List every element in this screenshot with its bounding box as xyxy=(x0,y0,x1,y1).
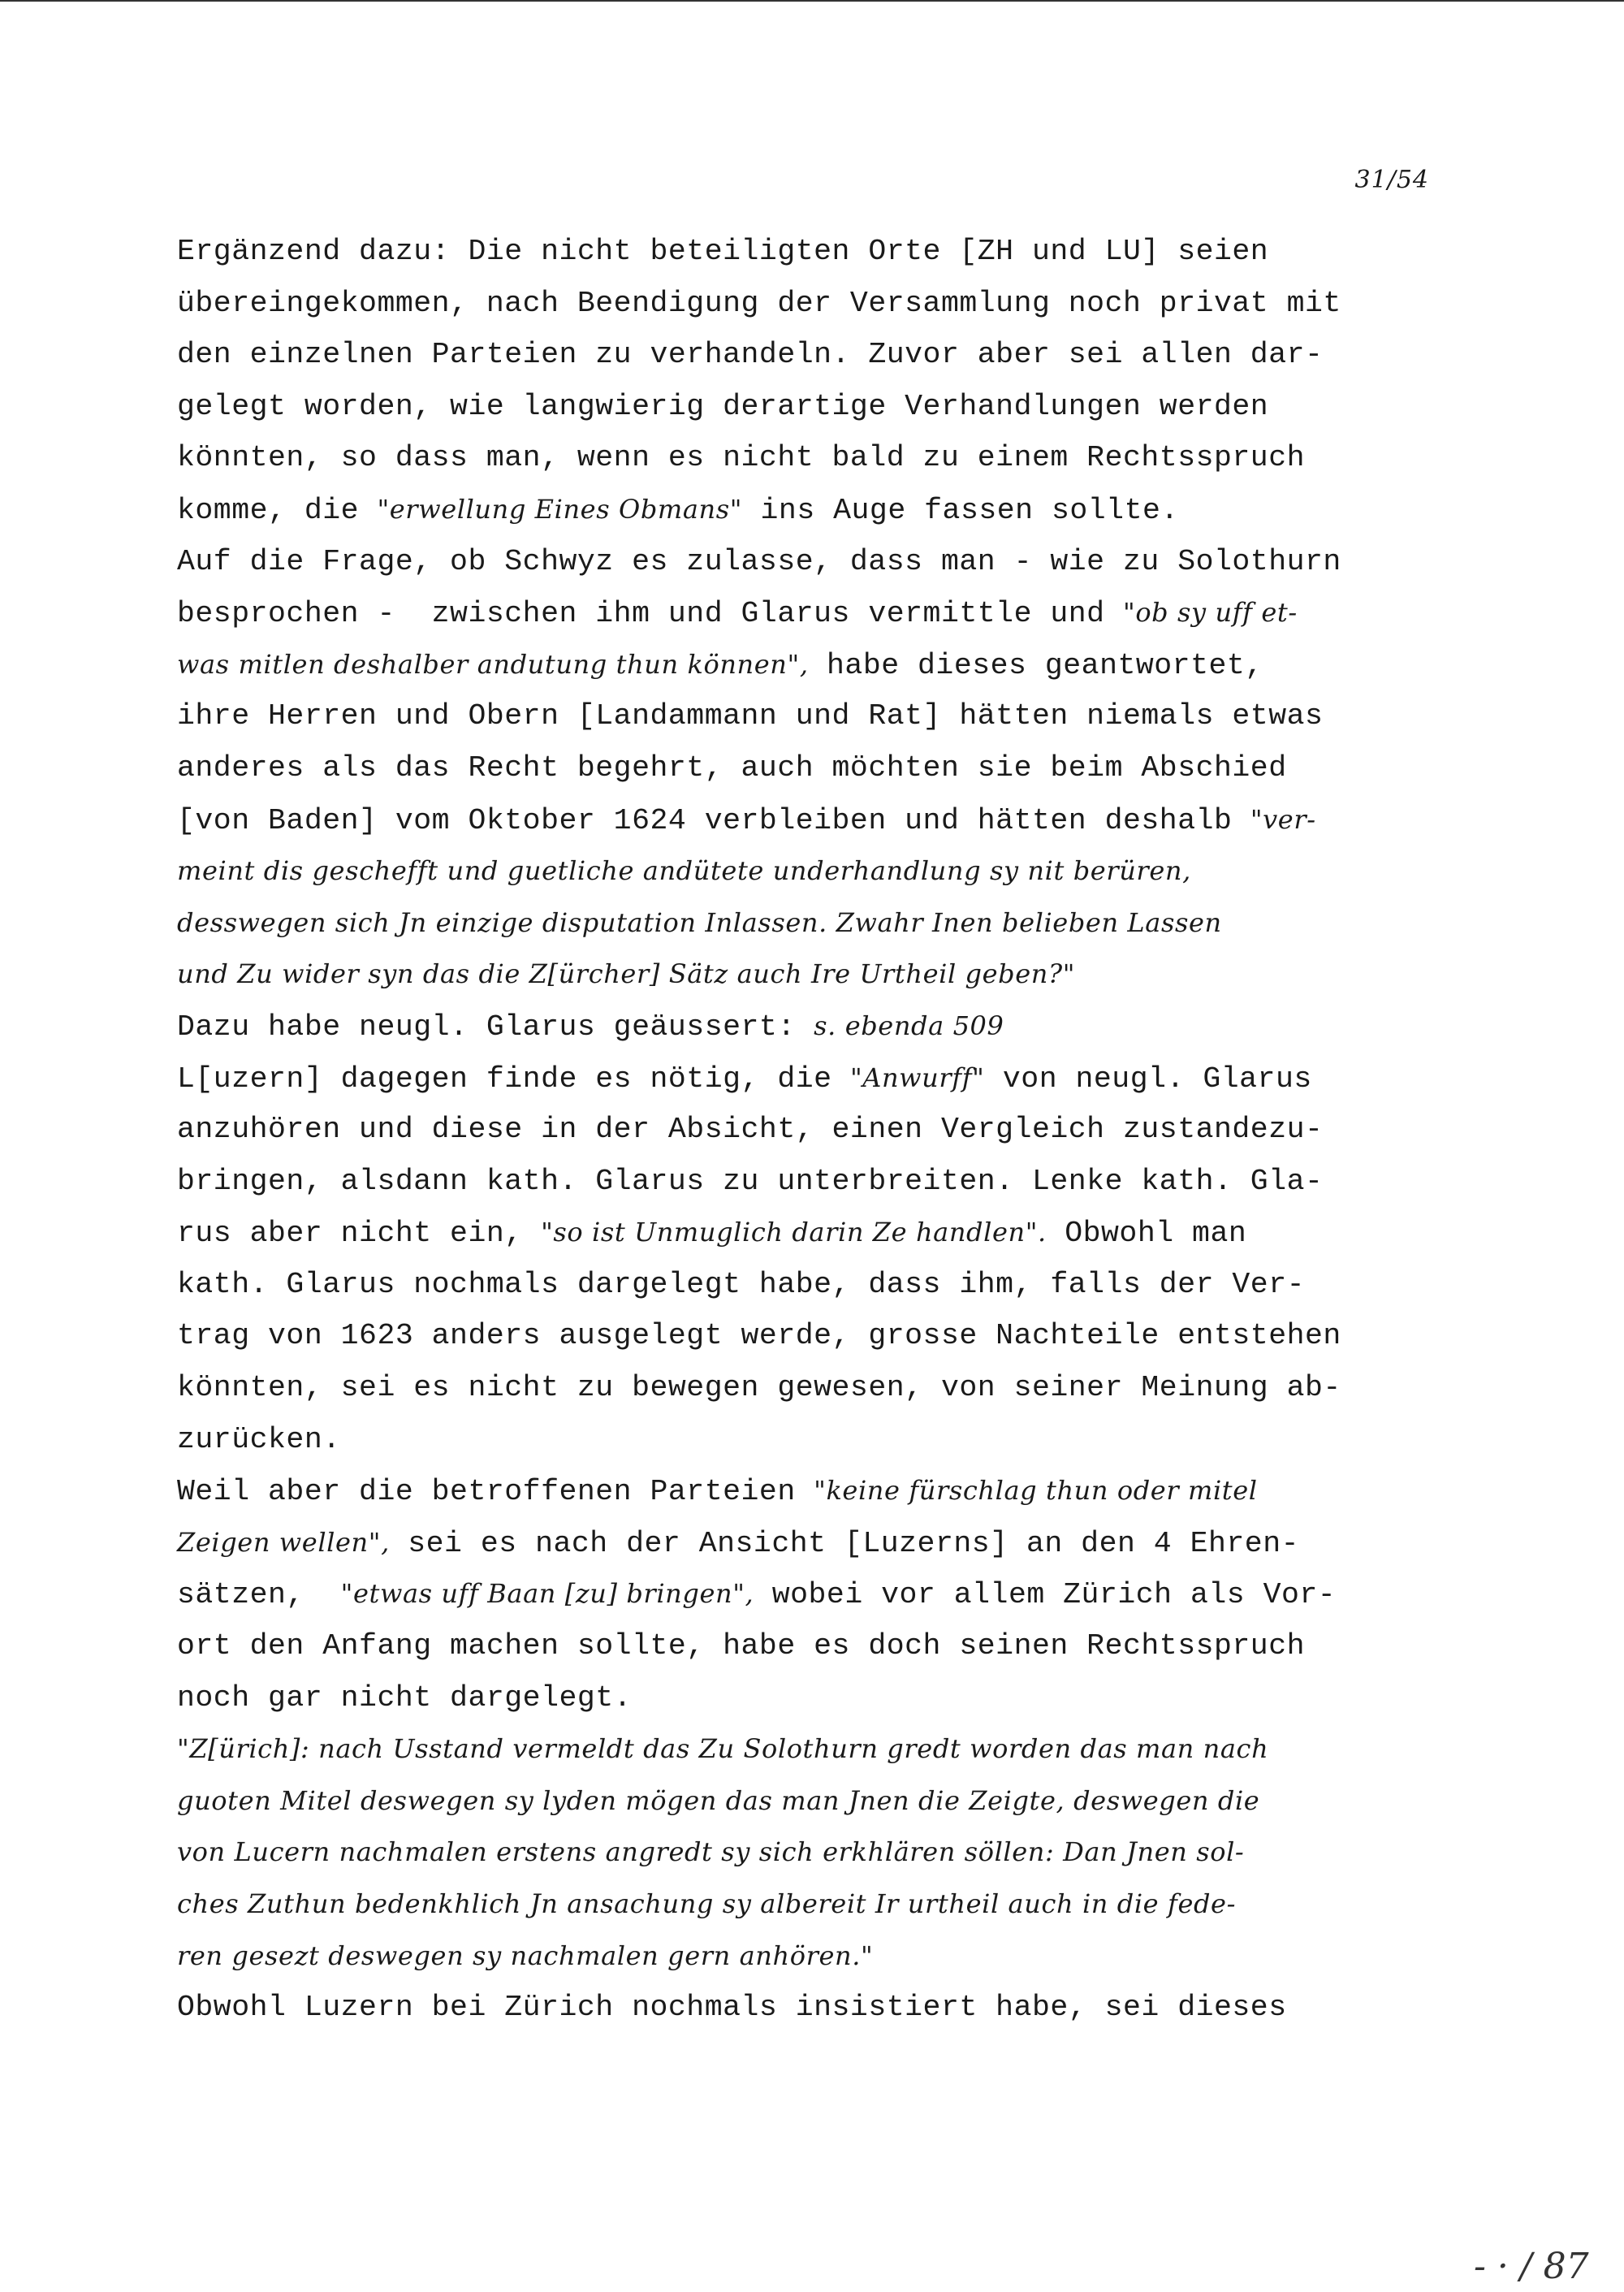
quote-line: "Z[ürich]: nach Usstand vermeldt das Zu Solothurn gredt worden das man nach xyxy=(177,1733,1269,1765)
text-line: L[uzern] dagegen finde es nötig, die "Anwurff" von neugl. Glarus xyxy=(177,1062,1312,1096)
archive-stamp: - · / 87 xyxy=(1474,2246,1589,2287)
text-line: Dazu habe neugl. Glarus geäussert: s. ebenda 509 xyxy=(177,1010,1004,1044)
reference: s. ebenda 509 xyxy=(814,1010,1004,1041)
archival-quote: "so ist Unmuglich darin Ze handlen". xyxy=(541,1217,1047,1248)
page-number: 31/54 xyxy=(1354,166,1429,194)
text-line: übereingekommen, nach Beendigung der Versammlung noch privat mit xyxy=(177,286,1341,320)
archival-quote: "etwas uff Baan [zu] bringen", xyxy=(340,1578,754,1610)
quote-line: desswegen sich Jn einzige disputation Inlassen. Zwahr Inen belieben Lassen xyxy=(177,906,1222,938)
text-line: was mitlen deshalber andutung thun können", habe dieses geantwortet, xyxy=(177,648,1263,682)
text-line: gelegt worden, wie langwierig derartige Verhandlungen werden xyxy=(177,389,1269,423)
quote-line: ren gesezt deswegen sy nachmalen gern anhören." xyxy=(177,1940,874,1971)
text-line: Weil aber die betroffenen Parteien "keine fürschlag thun oder mitel xyxy=(177,1475,1258,1509)
quote-line: von Lucern nachmalen erstens angredt sy sich erkhlären söllen: Dan Jnen sol- xyxy=(177,1836,1245,1868)
text-line: könnten, sei es nicht zu bewegen gewesen, von seiner Meinung ab- xyxy=(177,1371,1341,1405)
archival-quote: "erwellung Eines Obmans" xyxy=(377,493,743,525)
text-line: trag von 1623 anders ausgelegt werde, grosse Nachteile entstehen xyxy=(177,1319,1341,1353)
text-line: [von Baden] vom Oktober 1624 verbleiben und hätten deshalb "ver- xyxy=(177,803,1316,837)
text-line: kath. Glarus nochmals dargelegt habe, dass ihm, falls der Ver- xyxy=(177,1267,1306,1301)
document-body xyxy=(177,226,1444,2034)
text-line: noch gar nicht dargelegt. xyxy=(177,1680,633,1715)
text-line: Auf die Frage, ob Schwyz es zulasse, dass man - wie zu Solothurn xyxy=(177,544,1341,578)
text-line: könnten, so dass man, wenn es nicht bald zu einem Rechtsspruch xyxy=(177,441,1306,475)
text-line: bringen, alsdann kath. Glarus zu unterbreiten. Lenke kath. Gla- xyxy=(177,1164,1324,1198)
archival-quote: "Anwurff" xyxy=(849,1062,985,1093)
quote-line: guoten Mitel deswegen sy lyden mögen das man Jnen die Zeigte, deswegen die xyxy=(177,1784,1260,1816)
text-line: anzuhören und diese in der Absicht, einen Vergleich zustandezu- xyxy=(177,1113,1324,1147)
text-line: Obwohl Luzern bei Zürich nochmals insistiert habe, sei dieses xyxy=(177,1991,1287,2025)
quote-line: ches Zuthun bedenkhlich Jn ansachung sy albereit Ir urtheil auch in die fede- xyxy=(177,1888,1237,1919)
text-line: komme, die "erwellung Eines Obmans" ins Auge fassen sollte. xyxy=(177,493,1179,527)
text-line: anderes als das Recht begehrt, auch möchten sie beim Abschied xyxy=(177,750,1287,785)
text-line: Zeigen wellen", sei es nach der Ansicht [Luzerns] an den 4 Ehren- xyxy=(177,1526,1300,1560)
archival-quote: Zeigen wellen", xyxy=(177,1526,390,1558)
quote-line: meint dis geschefft und guetliche andütete underhandlung sy nit berüren, xyxy=(177,855,1191,887)
archival-quote: "ob sy uff et- xyxy=(1123,597,1298,629)
text-line: ort den Anfang machen sollte, habe es doch seinen Rechtsspruch xyxy=(177,1629,1306,1663)
text-line: sätzen, "etwas uff Baan [zu] bringen", wobei vor allem Zürich als Vor- xyxy=(177,1578,1337,1612)
text-line: rus aber nicht ein, "so ist Unmuglich darin Ze handlen". Obwohl man xyxy=(177,1217,1247,1251)
archival-quote: "keine fürschlag thun oder mitel xyxy=(814,1475,1258,1507)
text-line: Ergänzend dazu: Die nicht beteiligten Orte [ZH und LU] seien xyxy=(177,235,1269,268)
text-line: zurücken. xyxy=(177,1422,341,1456)
archival-quote: was mitlen deshalber andutung thun können", xyxy=(177,648,809,680)
text-line: den einzelnen Parteien zu verhandeln. Zuvor aber sei allen dar- xyxy=(177,338,1324,372)
text-line: besprochen - zwischen ihm und Glarus vermittle und "ob sy uff et- xyxy=(177,597,1298,631)
text-line: ihre Herren und Obern [Landammann und Rat] hätten niemals etwas xyxy=(177,699,1324,733)
archival-quote: "ver- xyxy=(1250,803,1316,835)
quote-line: und Zu wider syn das die Z[ürcher] Sätz auch Ire Urtheil geben?" xyxy=(177,958,1076,990)
